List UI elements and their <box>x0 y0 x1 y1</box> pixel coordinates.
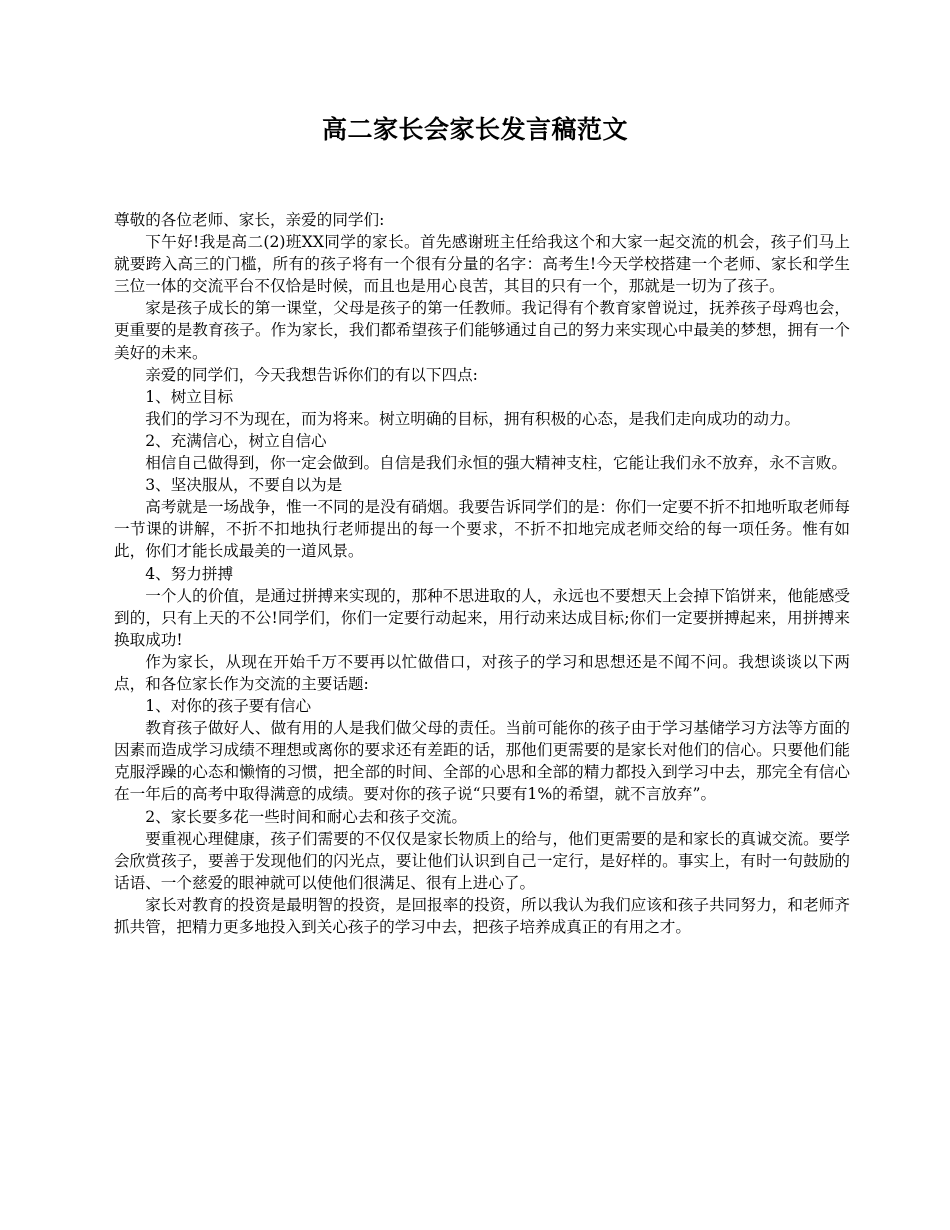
paragraph: 相信自己做得到，你一定会做到。自信是我们永恒的强大精神支柱，它能让我们永不放弃，永不言败。 <box>145 454 847 473</box>
section-heading: 1、对你的孩子要有信心 <box>145 697 312 716</box>
section-heading: 1、树立目标 <box>145 387 234 406</box>
paragraph: 教育孩子做好人、做有用的人是我们做父母的责任。当前可能你的孩子由于学习基储学习方法等方面的因素而造成学习成绩不理想或离你的要求还有差距的话，那他们更需要的是家长对他们的信心。只要他们能克服浮躁的心态和懒惰的习惯，把全部的时间、全部的心思和全部的精力都投入到学习中去，那完全有信心在一年后的高考中取得满意的成绩。要对你的孩子说“只要有1%的希望，就不言放弃”。 <box>114 719 850 804</box>
paragraph: 家是孩子成长的第一课堂，父母是孩子的第一任教师。我记得有个教育家曾说过，抚养孩子母鸡也会，更重要的是教育孩子。作为家长，我们都希望孩子们能够通过自己的努力来实现心中最美的梦想，拥有一个美好的未来。 <box>114 299 850 362</box>
section-heading: 2、家长要多花一些时间和耐心去和孩子交流。 <box>145 807 467 826</box>
paragraph: 作为家长，从现在开始千万不要再以忙做借口，对孩子的学习和思想还是不闻不问。我想谈谈以下两点，和各位家长作为交流的主要话题: <box>114 652 850 693</box>
paragraph: 下午好!我是高二(2)班XX同学的家长。首先感谢班主任给我这个和大家一起交流的机会，孩子们马上就要跨入高三的门槛，所有的孩子将有一个很有分量的名字：高考生!今天学校搭建一个老师、家长和学生三位一体的交流平台不仅恰是时候，而且也是用心良苦，其目的只有一个，那就是一切为了孩子。 <box>114 233 850 296</box>
document-title: 高二家长会家长发言稿范文 <box>321 115 628 144</box>
document-body <box>114 209 850 938</box>
section-heading: 4、努力拼搏 <box>145 564 234 583</box>
salutation: 尊敬的各位老师、家长，亲爱的同学们: <box>114 211 385 229</box>
paragraph: 亲爱的同学们，今天我想告诉你们的有以下四点: <box>145 365 478 384</box>
paragraph: 要重视心理健康，孩子们需要的不仅仅是家长物质上的给与，他们更需要的是和家长的真诚交流。要学会欣赏孩子，要善于发现他们的闪光点，要让他们认识到自己一定行，是好样的。事实上，有时一句鼓励的话语、一个慈爱的眼神就可以使他们很满足、很有上进心了。 <box>114 829 850 892</box>
paragraph: 家长对教育的投资是最明智的投资，是回报率的投资，所以我认为我们应该和孩子共同努力，和老师齐抓共管，把精力更多地投入到关心孩子的学习中去，把孩子培养成真正的有用之才。 <box>114 895 850 936</box>
paragraph: 一个人的价值，是通过拼搏来实现的，那种不思进取的人，永远也不要想天上会掉下馅饼来，他能感受到的，只有上天的不公!同学们，你们一定要行动起来，用行动来达成目标;你们一定要拼搏起来，用拼搏来换取成功! <box>114 586 850 649</box>
section-heading: 3、坚决服从，不要自以为是 <box>145 476 343 495</box>
section-heading: 2、充满信心，树立自信心 <box>145 431 327 450</box>
paragraph: 我们的学习不为现在，而为将来。树立明确的目标，拥有积极的心态，是我们走向成功的动力。 <box>145 409 801 428</box>
paragraph: 高考就是一场战争，惟一不同的是没有硝烟。我要告诉同学们的是：你们一定要不折不扣地听取老师每一节课的讲解，不折不扣地执行老师提出的每一个要求，不折不扣地完成老师交给的每一项任务。惟有如此，你们才能长成最美的一道风景。 <box>114 498 850 561</box>
